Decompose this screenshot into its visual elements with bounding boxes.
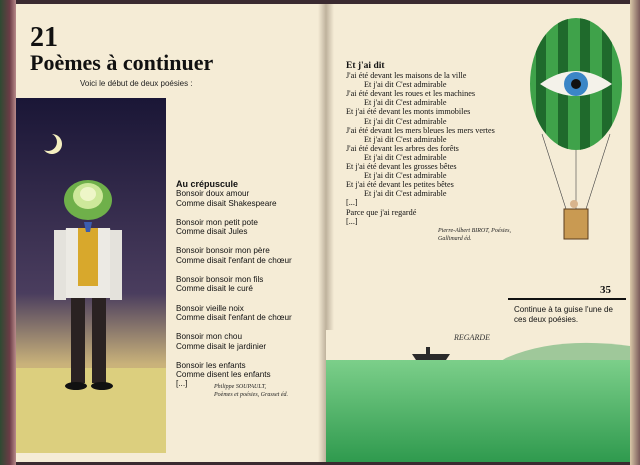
- poem-line: Comme disait le curé: [176, 284, 253, 294]
- poem-line: J'ai été devant les mers bleues les mers vertes: [346, 125, 495, 135]
- chapter-title: Poèmes à continuer: [30, 50, 214, 75]
- cabbage-man-illustration: [16, 98, 166, 453]
- ship-icon: [412, 354, 450, 360]
- poem-line: J'ai été devant les arbres des forêts: [346, 143, 459, 153]
- book-edge-right: [630, 0, 640, 465]
- poem-line: Comme disait Jules: [176, 227, 248, 237]
- credit-birot: [438, 228, 528, 243]
- poem-line: Et j'ai dit C'est admirable: [364, 134, 447, 144]
- poem-line: Et j'ai dit C'est admirable: [364, 189, 447, 199]
- poem-line: Comme disent les enfants: [176, 370, 271, 380]
- poem-line: Et j'ai dit C'est admirable: [364, 116, 447, 126]
- regarde-text: REGARDE: [454, 333, 490, 342]
- poem-line: Et j'ai dit C'est admirable: [364, 98, 447, 108]
- poem-line: Comme disait l'enfant de chœur: [176, 312, 292, 322]
- poem-line: Comme disait l'enfant de chœur: [176, 255, 292, 265]
- poem-title: Et j'ai dit: [346, 61, 385, 71]
- eye-balloon-illustration: [522, 4, 630, 294]
- poem-line: Et j'ai été devant les petites bêtes: [346, 180, 454, 190]
- sea-illustration: [326, 330, 630, 462]
- poem-line: Bonsoir mon petit pote: [176, 217, 258, 227]
- poem-line: Et j'ai dit C'est admirable: [364, 171, 447, 181]
- poem-line: [...]: [346, 216, 358, 226]
- poem-line: J'ai été devant les maisons de la ville: [346, 71, 467, 81]
- poem-line: [...]: [176, 379, 188, 389]
- poem-line: Bonsoir les enfants: [176, 360, 246, 370]
- stanza: [176, 332, 316, 351]
- book-edge-left: [0, 0, 16, 465]
- poem-line: Bonsoir bonsoir mon père: [176, 246, 270, 256]
- stanza: [176, 275, 316, 294]
- stanza: [176, 218, 316, 237]
- poem-line: Et j'ai dit C'est admirable: [364, 152, 447, 162]
- stanza: [176, 189, 316, 208]
- credit-author: Philippe SOUPAULT,: [214, 384, 266, 390]
- instruction-text: Continue à ta guise l'une de ces deux poésies.: [514, 305, 613, 324]
- poem-line: Et j'ai été devant les grosses bêtes: [346, 162, 457, 172]
- credit-source: Gallimard éd.: [438, 235, 472, 242]
- poem-line: Comme disait le jardinier: [176, 341, 267, 351]
- credit-source: Poèmes et poésies, Grasset éd.: [214, 391, 288, 398]
- divider: [508, 298, 626, 300]
- poem-line: [...]: [346, 198, 358, 208]
- intro-text: Voici le début de deux poésies :: [80, 79, 193, 88]
- chapter-number: 21: [30, 22, 58, 53]
- credit-author: Pierre-Albert BIROT, Poésies,: [438, 228, 511, 234]
- poem-line: J'ai été devant les roues et les machines: [346, 89, 476, 99]
- poem-et-jai-dit: [346, 62, 536, 226]
- poem-line: Bonsoir vieille noix: [176, 303, 244, 313]
- poem-line: Bonsoir bonsoir mon fils: [176, 275, 264, 285]
- poem-line: Et j'ai été devant les monts immobiles: [346, 107, 471, 117]
- poem-line: Comme disait Shakespeare: [176, 198, 277, 208]
- poem-line: Et j'ai dit C'est admirable: [364, 80, 447, 90]
- credit-soupault: [214, 384, 324, 399]
- page-number: 35: [600, 284, 611, 296]
- poem-line: Bonsoir doux amour: [176, 189, 250, 199]
- stanza: [176, 304, 316, 323]
- poem-line: Parce que j'ai regardé: [346, 207, 417, 217]
- poem-title: Au crépuscule: [176, 179, 239, 189]
- poem-au-crepuscule: [176, 180, 316, 399]
- poem-line: Bonsoir mon chou: [176, 332, 242, 342]
- stanza: [176, 246, 316, 265]
